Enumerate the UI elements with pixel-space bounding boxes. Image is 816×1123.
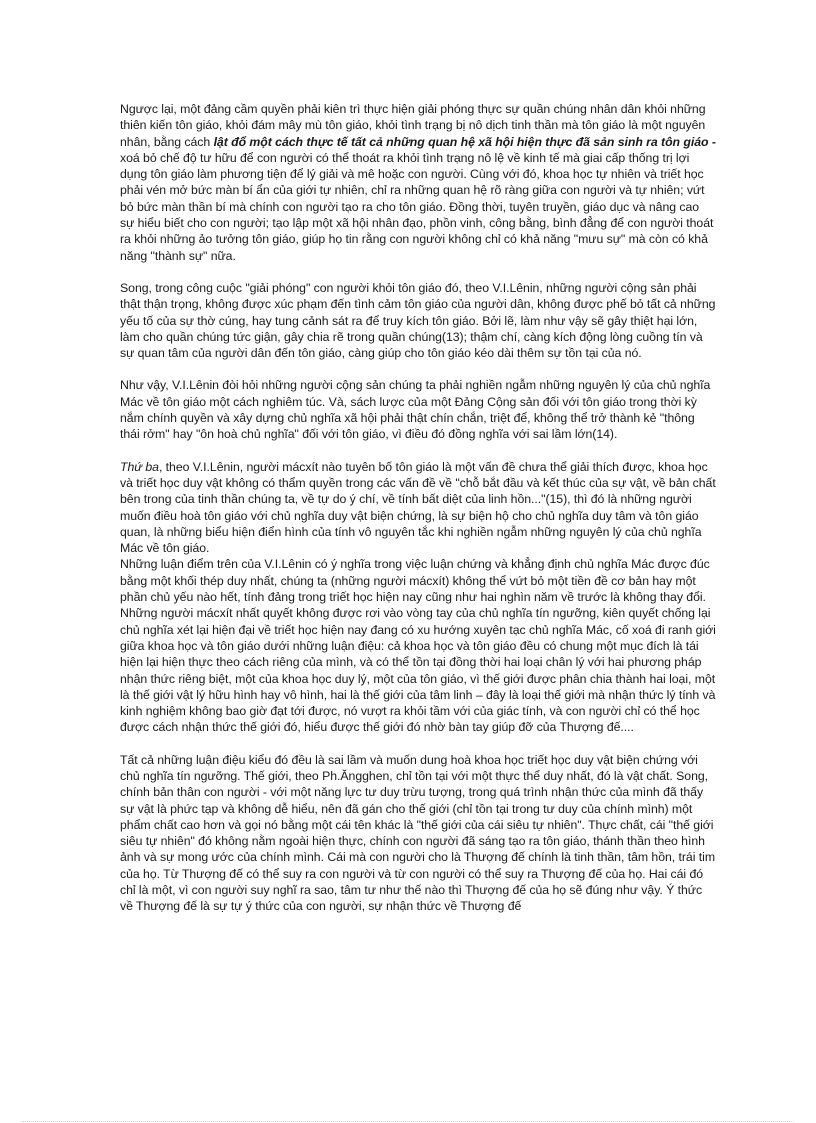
paragraph-1 (120, 101, 716, 264)
p1-text-a: Ngược lại, một đảng cầm quyền phải kiên trì thực hiện giải phóng thực sự quần chúng nhân dân khỏi những thiên kiến tôn giáo, khỏi đám mây mù tôn giáo, khỏi tình trạng bị nô dịch tinh thần mà tôn giáo là một nguyên nhân, bằng cách (120, 102, 706, 149)
p1-text-b: xoá bỏ chế độ tư hữu để con người có thể thoát ra khỏi tình trạng nô lệ về kinh tế mà giai cấp thống trị lợi dụng tôn giáo làm phương tiện để lý giải và mê hoặc con người. Cùng với đó, khoa học tự nhiên và triết học phải vén mở bức màn bí ẩn của giới tự nhiên, chỉ ra những quan hệ rõ ràng giữa con người và tự nhiên; vứt bỏ bức màn thần bí mà chính con người tạo ra cho tôn giáo. Đồng thời, tuyên truyền, giáo dục và nâng cao sự hiểu biết cho con người; tạo lập một xã hội nhân đạo, phồn vinh, công bằng, bình đẳng để con người thoát ra khỏi những ảo tưởng tôn giáo, giúp họ tin rằng con người không chỉ có khả năng "mưu sự" mà còn có khả năng "thành sự" nữa. (120, 150, 714, 263)
p5-text: Những luận điểm trên của V.I.Lênin có ý nghĩa trong việc luận chứng và khẳng định chủ nghĩa Mác được đúc bằng một khối thép duy nhất, chúng ta (những người mácxít) không thể vứt bỏ một tiền đề cơ bản hay một phần chủ yếu nào hết, tính đảng trong triết học hiện nay cũng như hai nghìn năm về trước là không thay đổi. Những người mácxít nhất quyết không được rơi vào vòng tay của chủ nghĩa tín ngưỡng, kiên quyết chống lại chủ nghĩa xét lại hiện đại về triết học hiện nay đang có xu hướng xuyên tạc chủ nghĩa Mác, cố xoá đi ranh giới giữa khoa học và tôn giáo dưới những luận điệu: cả khoa học và tôn giáo đều có chung một mục đích là tái hiện lại hiện thực theo cách riêng của mình, và có thể tồn tại đồng thời hai loại chân lý với hai phương pháp nhận thức riêng biệt, một của khoa học duy lý, một của tôn giáo, vì thế giới được phân chia thành hai loại, một là thế giới vật lý hữu hình hay vô hình, hai là thế giới của tâm linh – đây là loại thế giới mà nhận thức lý tính và kinh nghiệm không bao giờ đạt tới được, nó vượt ra khỏi tầm với của giác tính, và con người chỉ có thể học được cách nhận thức thế giới đó, hiểu được thế giới đó nhờ bàn tay giúp đỡ của Thượng đế.... (120, 557, 716, 735)
p3-text: Như vậy, V.I.Lênin đòi hỏi những người cộng sản chúng ta phải nghiền ngẫm những nguyên lý của chủ nghĩa Mác về tôn giáo một cách nghiêm túc. Và, sách lược của một Đảng Cộng sản đối với tôn giáo trong thời kỳ nắm chính quyền và xây dựng chủ nghĩa xã hội phải thật chín chắn, triệt để, không thể trở thành kẻ "thông thái rởm" hay "ôn hoà chủ nghĩa" đối với tôn giáo, vì điều đó đồng nghĩa với sai lầm lớn(14). (120, 378, 711, 442)
p1-emphasis: lật đổ một cách thực tế tất cả những quan hệ xã hội hiện thực đã sản sinh ra tôn giáo - (213, 134, 716, 149)
p2-text: Song, trong công cuộc "giải phóng" con người khỏi tôn giáo đó, theo V.I.Lênin, những người cộng sản phải thật thận trọng, không được xúc phạm đến tình cảm tôn giáo của người dân, không được phế bỏ tất cả những yếu tố của sự thờ cúng, hay tung cảnh sát ra để truy kích tôn giáo. Bởi lẽ, làm như vậy sẽ gây thiệt hại lớn, làm cho quần chúng tức giận, gây chia rẽ trong quần chúng(13); thậm chí, càng kích động lòng cuồng tín và sự quan tâm của người dân đến tôn giáo, càng giúp cho tôn giáo kéo dài thêm sự tồn tại của nó. (120, 280, 716, 361)
paragraph-5 (120, 556, 716, 735)
paragraph-2 (120, 280, 716, 361)
p4-lead-italic: Thứ ba (120, 459, 159, 474)
paragraph-4 (120, 459, 716, 557)
page-bottom-divider (22, 1121, 794, 1122)
paragraph-3 (120, 377, 716, 442)
p4-text: , theo V.I.Lênin, người mácxít nào tuyên bố tôn giáo là một vấn đề chưa thể giải thích được, khoa học và triết học duy vật không có thẩm quyền trong các vấn đề về "chỗ bắt đầu và kết thúc của sự vật, về bản chất bên trong của tinh thần chúng ta, về tự do ý chí, về tính bất diệt của linh hồn..."(15), thì đó là những người muốn điều hoà tôn giáo với chủ nghĩa duy vật biện chứng, là sự biện hộ cho chủ nghĩa duy tâm và tôn giáo quan, là những biểu hiện điển hình của tính vô nguyên tắc khi nghiền ngẫm những nguyên lý của chủ nghĩa Mác về tôn giáo. (120, 459, 716, 556)
paragraph-6 (120, 752, 716, 915)
p6-text: Tất cả những luận điệu kiểu đó đều là sai lầm và muốn dung hoà khoa học triết học duy vật biện chứng với chủ nghĩa tín ngưỡng. Thế giới, theo Ph.Ăngghen, chỉ tồn tại với một thực thể duy nhất, đó là vật chất. Song, chính bản thân con người - với một năng lực tư duy trừu tượng, trong quá trình nhận thức của mình đã thấy sự vật là phức tạp và không dễ hiểu, nên đã gán cho thế giới (chỉ tồn tại trong tư duy của chính mình) một phẩm chất cao hơn và gọi nó bằng một cái tên khác là "thế giới của cái siêu tự nhiên". Thực chất, cái "thế giới siêu tự nhiên" đó không nằm ngoài hiện thực, chính con người đã sáng tạo ra tôn giáo, thánh thần theo hình ảnh và sự mong ước của chính mình. Cái mà con người cho là Thượng đế chính là tinh thần, tâm hồn, trái tim của họ. Từ Thượng đế có thể suy ra con người và từ con người có thể suy ra Thượng đế của họ. Hai cái đó chỉ là một, vì con người suy nghĩ ra sao, tâm tư như thế nào thì Thượng đế của họ sẽ đúng như vậy. Ý thức về Thượng đế là sự tự ý thức của con người, sự nhận thức về Thượng đế (120, 752, 716, 914)
